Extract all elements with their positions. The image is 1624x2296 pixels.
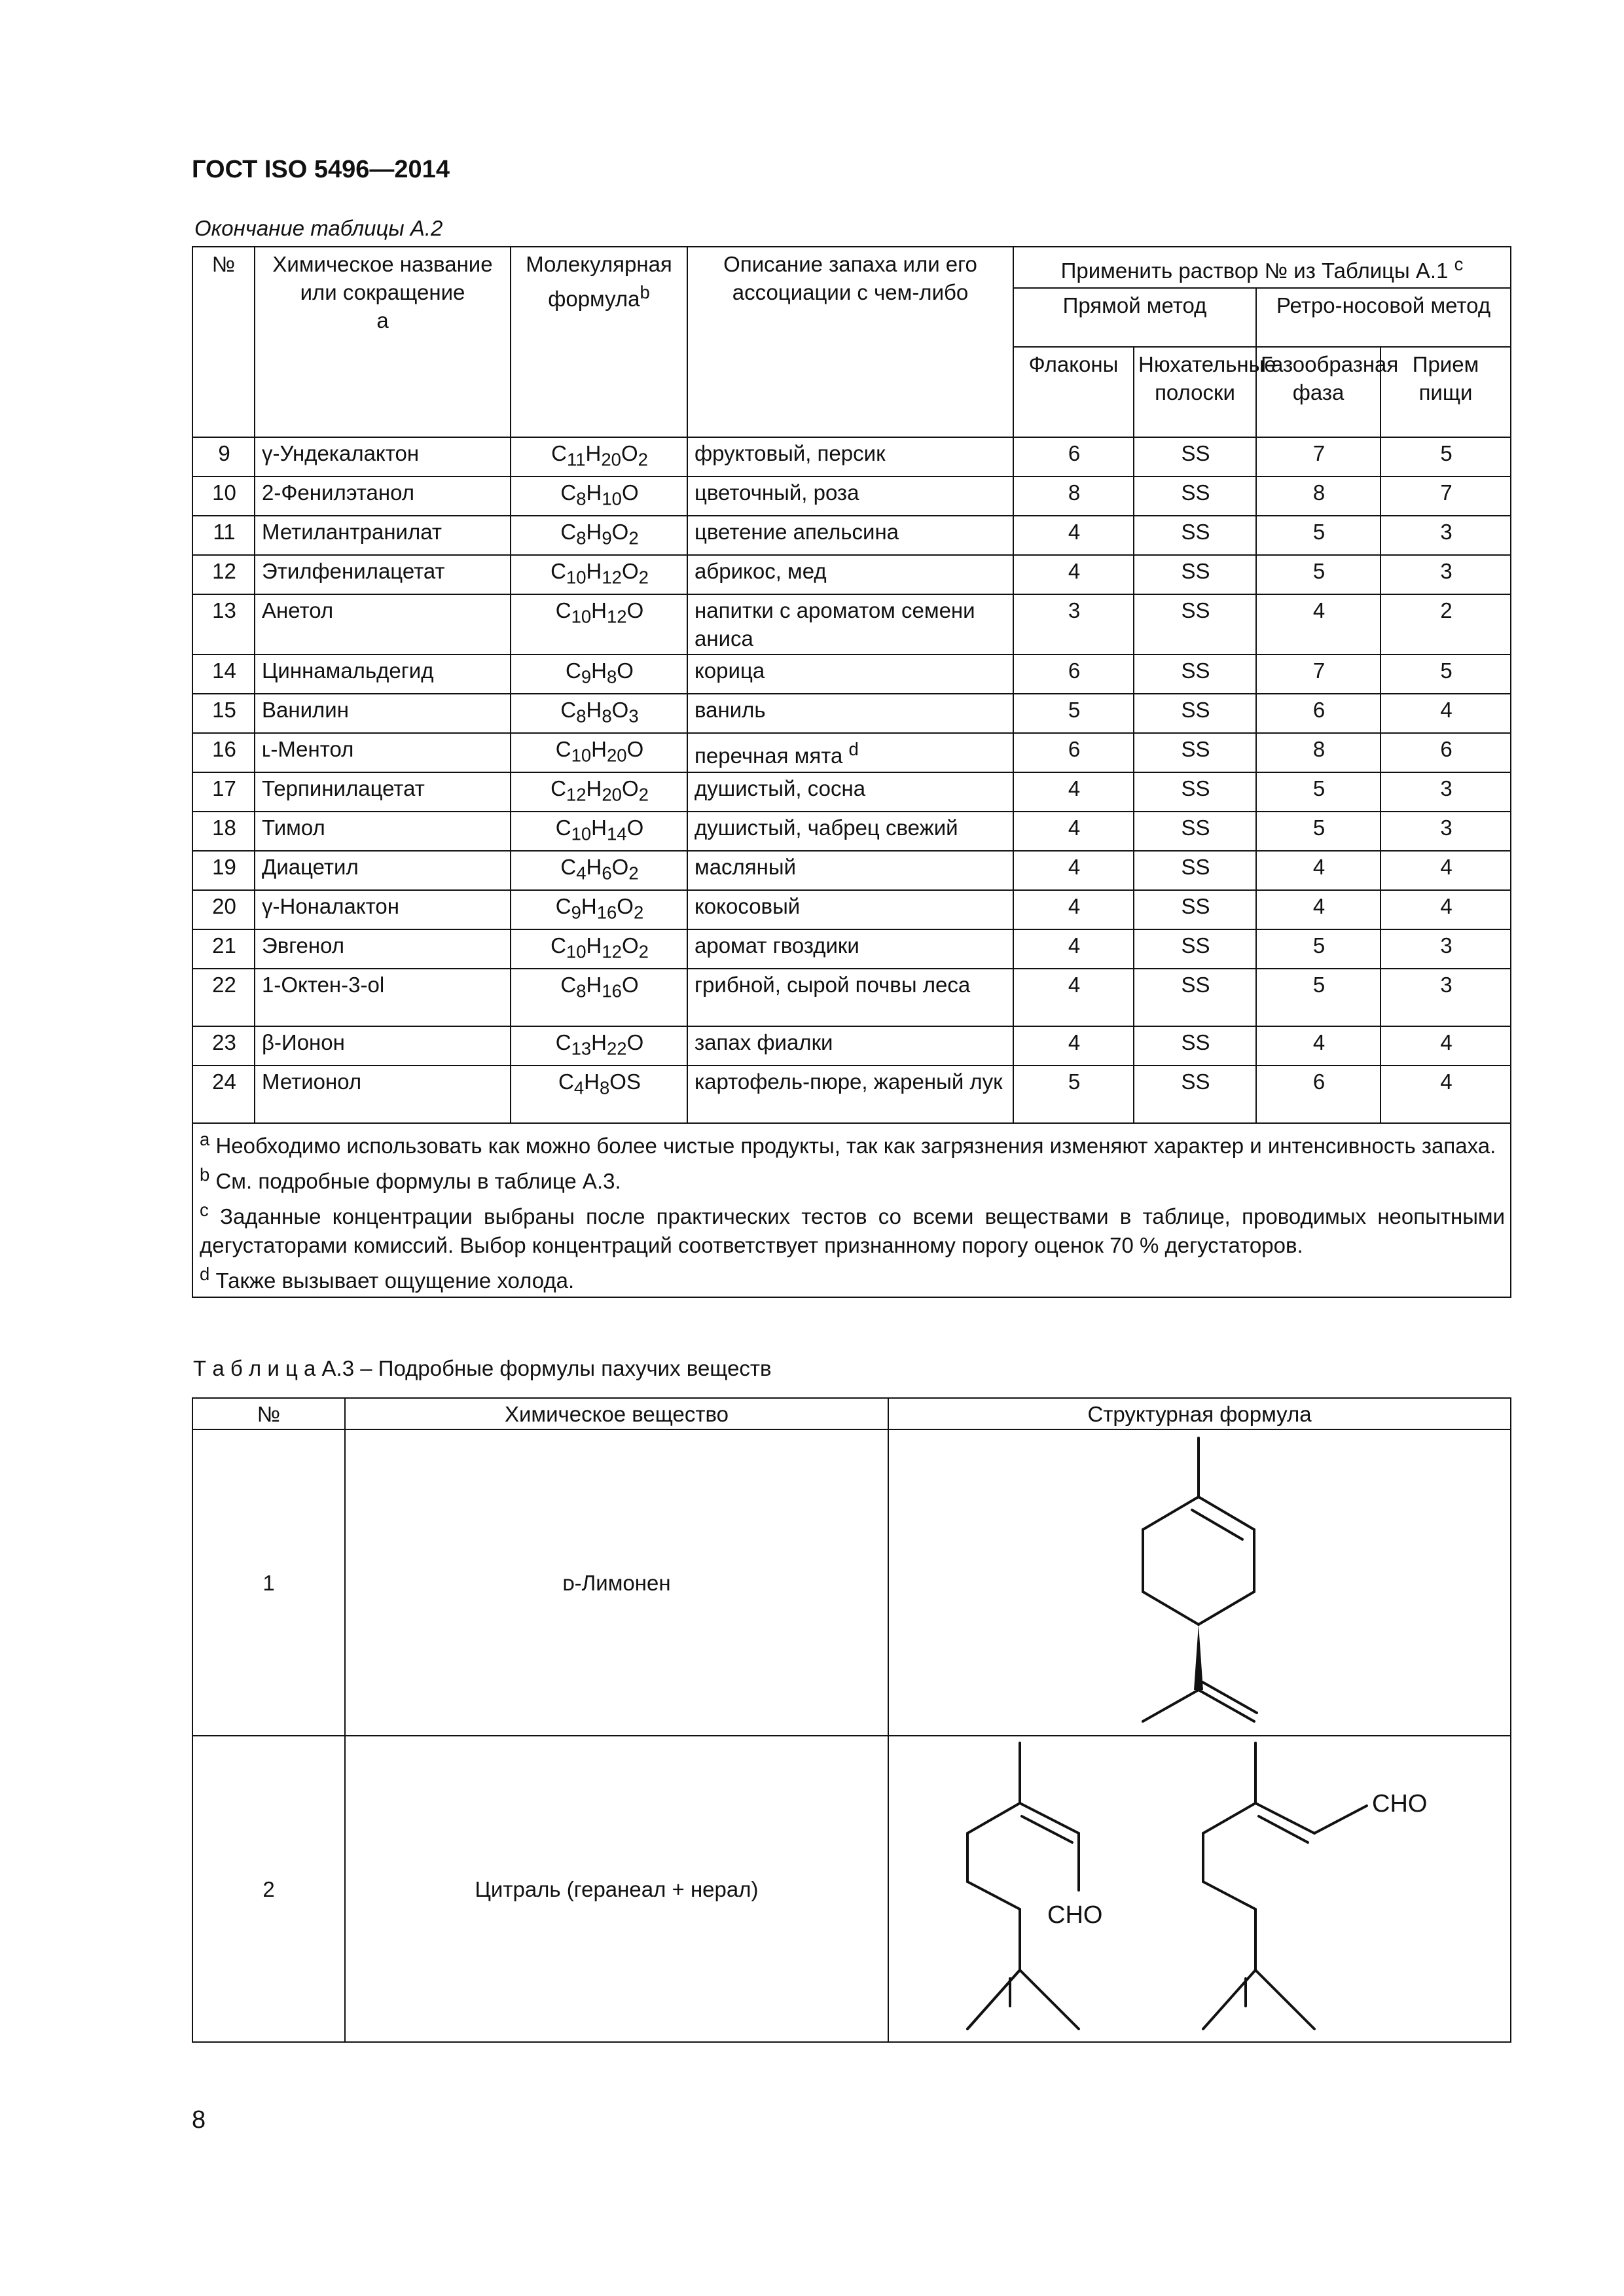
row-num: 10: [192, 476, 255, 516]
row-formula: $C_9H_{16}O_2$: [511, 890, 687, 929]
row-food: 3: [1380, 929, 1511, 969]
row-flasks: 4: [1013, 1026, 1134, 1066]
row-name: Этилфенилацетат: [255, 555, 511, 594]
row-food: 3: [1380, 772, 1511, 812]
row-flasks: 3: [1013, 594, 1134, 655]
row-strips: SS: [1134, 594, 1256, 655]
table-row: [192, 516, 1511, 555]
row-food: 5: [1380, 655, 1511, 694]
row-description: душистый, чабрец свежий: [687, 812, 1013, 851]
row-name: γ-Ундекалактон: [255, 437, 511, 476]
document-header: ГОСТ ISO 5496—2014: [192, 156, 450, 183]
row-name: 1-Октен-3-ol: [255, 969, 511, 1026]
row-flasks: 5: [1013, 1066, 1134, 1123]
row-num: 23: [192, 1026, 255, 1066]
row-name: β-Ионон: [255, 1026, 511, 1066]
row-name: γ-Ноналактон: [255, 890, 511, 929]
row-num: 22: [192, 969, 255, 1026]
row-num: 17: [192, 772, 255, 812]
row-description: запах фиалки: [687, 1026, 1013, 1066]
row-name: Метилантранилат: [255, 516, 511, 555]
header-formula: Молекулярная формула$^b$: [511, 247, 687, 437]
header-num: №: [192, 247, 255, 437]
note-d: $^d$ Также вызывает ощущение холода.: [200, 1264, 575, 1293]
header-a3-num: №: [192, 1398, 345, 1429]
row-description: абрикос, мед: [687, 555, 1013, 594]
table-row: [192, 733, 1511, 772]
row-flasks: 4: [1013, 516, 1134, 555]
row-name: Тимол: [255, 812, 511, 851]
row-food: 5: [1380, 437, 1511, 476]
row-strips: SS: [1134, 476, 1256, 516]
row-formula: $C_8H_9O_2$: [511, 516, 687, 555]
row-description: корица: [687, 655, 1013, 694]
table-row: [192, 969, 1511, 1026]
row-strips: SS: [1134, 694, 1256, 733]
row-flasks: 4: [1013, 851, 1134, 890]
row-flasks: 8: [1013, 476, 1134, 516]
row-strips: SS: [1134, 555, 1256, 594]
row-gas: 5: [1256, 555, 1380, 594]
row-food: 6: [1380, 733, 1511, 772]
row-formula: $C_{10}H_{14}O$: [511, 812, 687, 851]
row-gas: 6: [1256, 1066, 1380, 1123]
table-row: [192, 555, 1511, 594]
row-name: Эвгенол: [255, 929, 511, 969]
row-gas: 4: [1256, 890, 1380, 929]
row-description: фруктовый, персик: [687, 437, 1013, 476]
header-retro-method: Ретро-носовой метод: [1256, 288, 1511, 347]
header-flasks: Флаконы: [1013, 347, 1134, 437]
row-strips: SS: [1134, 772, 1256, 812]
row-strips: SS: [1134, 969, 1256, 1026]
row-gas: 5: [1256, 969, 1380, 1026]
row-gas: 5: [1256, 772, 1380, 812]
limonene-diagram: [889, 1431, 1510, 1734]
row-description: масляный: [687, 851, 1013, 890]
row-gas: 5: [1256, 516, 1380, 555]
row-strips: SS: [1134, 1026, 1256, 1066]
row-num: 21: [192, 929, 255, 969]
row-strips: SS: [1134, 890, 1256, 929]
row-food: 4: [1380, 1066, 1511, 1123]
row-formula: $C_{10}H_{12}O$: [511, 594, 687, 655]
table-row: [192, 772, 1511, 812]
row-name: Циннамальдегид: [255, 655, 511, 694]
row-formula: $C_{12}H_{20}O_2$: [511, 772, 687, 812]
table-row: [192, 851, 1511, 890]
header-apply: Применить раствор № из Таблицы А.1 $^c$: [1013, 247, 1511, 288]
row-description: ваниль: [687, 694, 1013, 733]
table-row: [192, 655, 1511, 694]
table-row: [192, 1429, 1511, 1736]
row-description: цветочный, роза: [687, 476, 1013, 516]
citral-label-a: CHO: [1047, 1901, 1103, 1929]
row-description: кокосовый: [687, 890, 1013, 929]
row-flasks: 6: [1013, 733, 1134, 772]
note-a: $^a$ Необходимо использовать как можно более чистые продукты, так как загрязнения изменяют характер и интенсивность запаха.: [200, 1129, 1496, 1158]
row-strips: SS: [1134, 437, 1256, 476]
row-num: 19: [192, 851, 255, 890]
table-a2-caption: Окончание таблицы А.2: [194, 216, 443, 240]
header-direct-method: Прямой метод: [1013, 288, 1256, 347]
table-row: [192, 1026, 1511, 1066]
row-strips: SS: [1134, 1066, 1256, 1123]
table-a3: [192, 1397, 1511, 2043]
row-strips: SS: [1134, 929, 1256, 969]
table-row: [192, 476, 1511, 516]
row-food: 7: [1380, 476, 1511, 516]
a3-num-1: 1: [192, 1429, 345, 1736]
row-num: 16: [192, 733, 255, 772]
table-row: [192, 437, 1511, 476]
limonene-structure: [888, 1429, 1511, 1736]
row-strips: SS: [1134, 733, 1256, 772]
row-num: 14: [192, 655, 255, 694]
row-strips: SS: [1134, 516, 1256, 555]
row-food: 3: [1380, 516, 1511, 555]
row-num: 13: [192, 594, 255, 655]
table-a2: [192, 246, 1511, 1298]
row-food: 3: [1380, 969, 1511, 1026]
page-number: 8: [192, 2106, 206, 2134]
row-strips: SS: [1134, 655, 1256, 694]
table-row: [192, 929, 1511, 969]
row-gas: 8: [1256, 733, 1380, 772]
row-description: напитки с ароматом семени аниса: [687, 594, 1013, 655]
a3-num-2: 2: [192, 1736, 345, 2042]
table-row: [192, 1736, 1511, 2042]
row-flasks: 5: [1013, 694, 1134, 733]
header-a3-substance: Химическое вещество: [345, 1398, 888, 1429]
row-num: 12: [192, 555, 255, 594]
row-description: перечная мята $^d$: [687, 733, 1013, 772]
row-gas: 8: [1256, 476, 1380, 516]
row-gas: 4: [1256, 851, 1380, 890]
row-num: 20: [192, 890, 255, 929]
row-flasks: 4: [1013, 929, 1134, 969]
header-name: Химическое название или сокращение a: [255, 247, 511, 437]
row-formula: $C_8H_{16}O$: [511, 969, 687, 1026]
header-strips: Нюхательные полоски: [1134, 347, 1256, 437]
row-gas: 4: [1256, 1026, 1380, 1066]
header-gas: Газообразная фаза: [1256, 347, 1380, 437]
row-flasks: 4: [1013, 555, 1134, 594]
row-food: 4: [1380, 890, 1511, 929]
row-name: Ванилин: [255, 694, 511, 733]
row-name: 2-Фенилэтанол: [255, 476, 511, 516]
citral-label-b: CHO: [1372, 1790, 1428, 1818]
table-row: [192, 890, 1511, 929]
row-flasks: 4: [1013, 890, 1134, 929]
a3-substance-1: ᴅ-Лимонен: [345, 1429, 888, 1736]
row-flasks: 4: [1013, 812, 1134, 851]
table-row: [192, 594, 1511, 655]
row-name: Диацетил: [255, 851, 511, 890]
row-description: душистый, сосна: [687, 772, 1013, 812]
note-b: $^b$ См. подробные формулы в таблице А.3.: [200, 1164, 621, 1193]
row-flasks: 6: [1013, 437, 1134, 476]
row-strips: SS: [1134, 851, 1256, 890]
a3-substance-2: Цитраль (геранеал + нерал): [345, 1736, 888, 2042]
row-name: ʟ-Ментол: [255, 733, 511, 772]
row-gas: 5: [1256, 812, 1380, 851]
row-description: цветение апельсина: [687, 516, 1013, 555]
row-food: 3: [1380, 555, 1511, 594]
citral-structure: [888, 1736, 1511, 2042]
row-flasks: 4: [1013, 969, 1134, 1026]
row-formula: $C_8H_{10}O$: [511, 476, 687, 516]
table-a2-notes: [192, 1123, 1511, 1297]
row-description: грибной, сырой почвы леса: [687, 969, 1013, 1026]
header-description: Описание запаха или его ассоциации с чем-либо: [687, 247, 1013, 437]
row-gas: 7: [1256, 655, 1380, 694]
row-formula: $C_4H_6O_2$: [511, 851, 687, 890]
row-formula: $C_{10}H_{20}O$: [511, 733, 687, 772]
row-strips: SS: [1134, 812, 1256, 851]
row-name: Анетол: [255, 594, 511, 655]
citral-diagram: [889, 1738, 1510, 2040]
row-gas: 5: [1256, 929, 1380, 969]
row-description: картофель-пюре, жареный лук: [687, 1066, 1013, 1123]
row-gas: 6: [1256, 694, 1380, 733]
row-name: Метионол: [255, 1066, 511, 1123]
row-food: 4: [1380, 851, 1511, 890]
row-flasks: 6: [1013, 655, 1134, 694]
row-num: 15: [192, 694, 255, 733]
row-formula: $C_8H_8O_3$: [511, 694, 687, 733]
table-row: [192, 1066, 1511, 1123]
row-formula: $C_{13}H_{22}O$: [511, 1026, 687, 1066]
row-formula: $C_{10}H_{12}O_2$: [511, 555, 687, 594]
header-food: Прием пищи: [1380, 347, 1511, 437]
note-c: $^c$ Заданные концентрации выбраны после практических тестов со всеми веществами в таблице, проводимых неопытными дегустаторами комиссий. Выбор концентраций соответствует признанному порогу оценок 70 % дегустаторов.: [200, 1200, 1506, 1257]
row-description: аромат гвоздики: [687, 929, 1013, 969]
row-num: 24: [192, 1066, 255, 1123]
row-num: 9: [192, 437, 255, 476]
row-formula: $C_{11}H_{20}O_2$: [511, 437, 687, 476]
row-flasks: 4: [1013, 772, 1134, 812]
header-a3-structure: Структурная формула: [888, 1398, 1511, 1429]
row-food: 2: [1380, 594, 1511, 655]
table-row: [192, 694, 1511, 733]
row-gas: 4: [1256, 594, 1380, 655]
row-food: 3: [1380, 812, 1511, 851]
row-gas: 7: [1256, 437, 1380, 476]
row-food: 4: [1380, 694, 1511, 733]
row-num: 11: [192, 516, 255, 555]
row-formula: $C_{10}H_{12}O_2$: [511, 929, 687, 969]
row-name: Терпинилацетат: [255, 772, 511, 812]
row-num: 18: [192, 812, 255, 851]
row-formula: $C_9H_8O$: [511, 655, 687, 694]
table-a3-caption: Т а б л и ц а А.3 – Подробные формулы пахучих веществ: [193, 1356, 772, 1380]
table-row: [192, 812, 1511, 851]
row-food: 4: [1380, 1026, 1511, 1066]
row-formula: $C_4H_8OS$: [511, 1066, 687, 1123]
